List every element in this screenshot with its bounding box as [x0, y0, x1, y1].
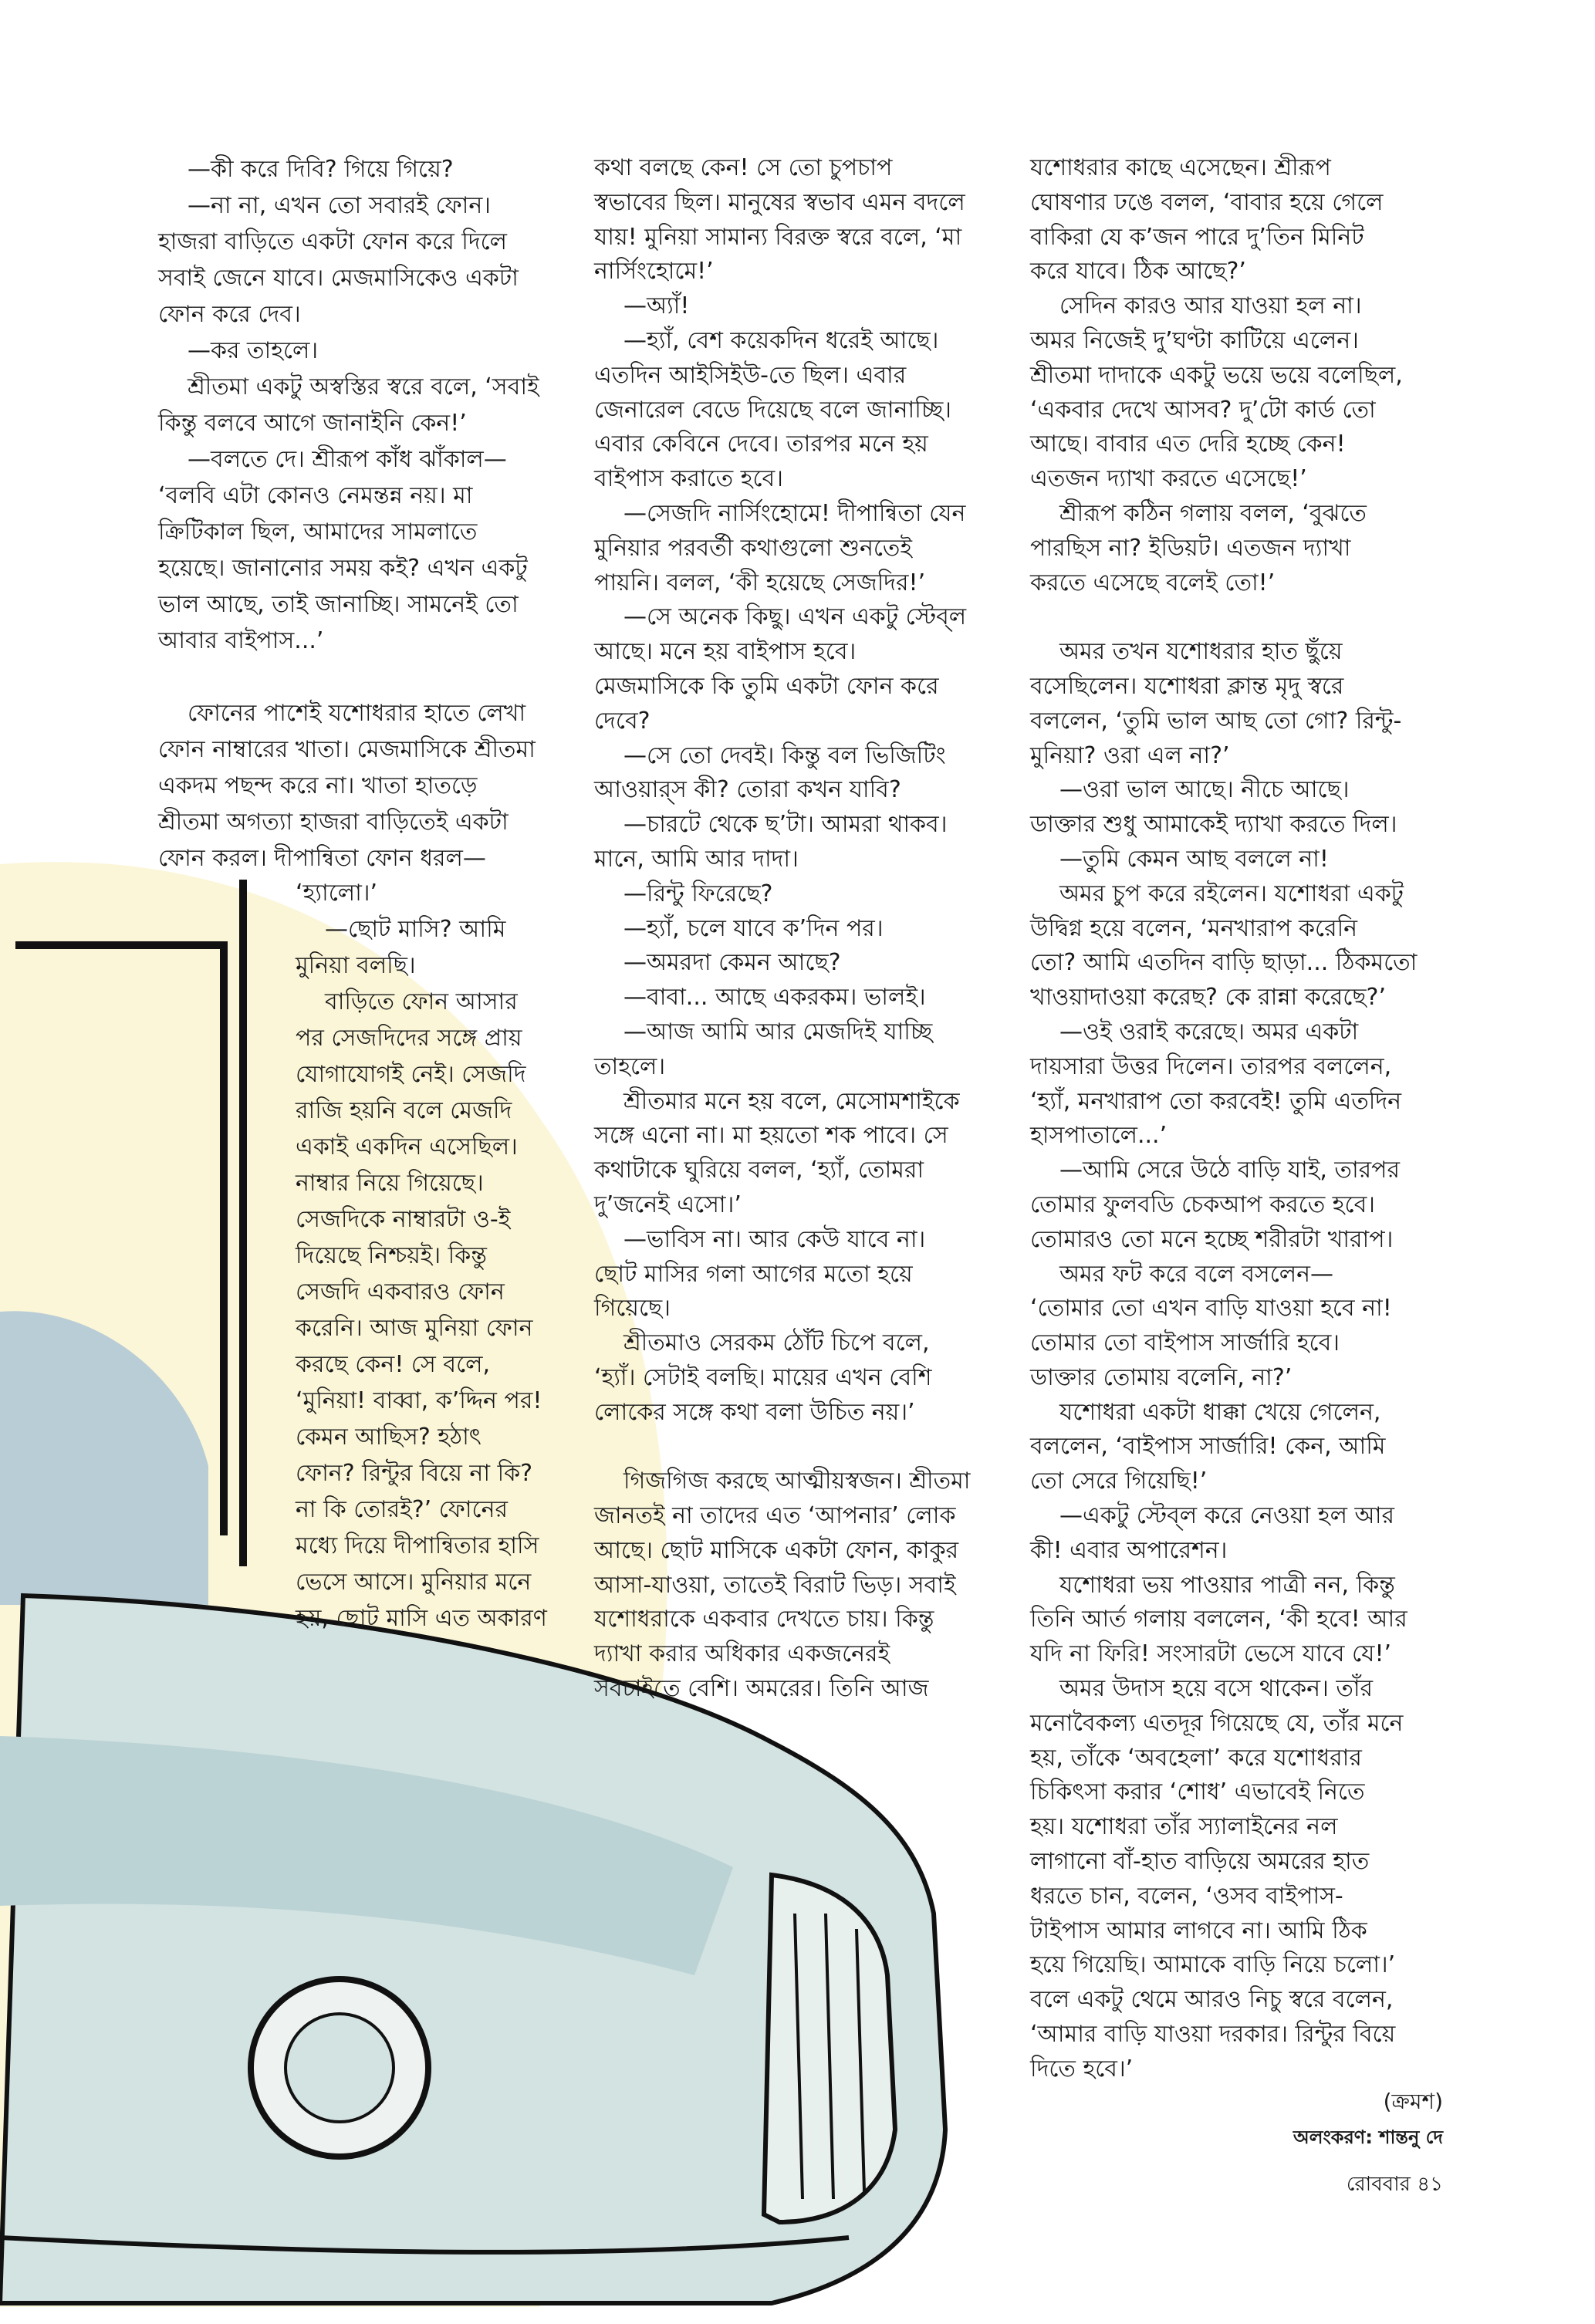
text-line: —অ্যাঁ!	[623, 292, 690, 320]
text-line: আছে। মনে হয় বাইপাস হবে।	[594, 638, 857, 666]
paragraph	[594, 497, 1003, 600]
text-line: ‘বলবি এটা কোনও নেমন্তন্ন নয়। মা	[158, 482, 473, 509]
text-line: —কর তাহলে।	[188, 337, 319, 364]
text-line: গিয়েছে।	[594, 1295, 671, 1322]
text-line: নার্সিংহোমে!’	[594, 258, 714, 285]
text-line: —রিন্টু ফিরেছে?	[623, 880, 773, 907]
text-line: ঘোষণার ঢঙে বলল, ‘বাবার হয়ে গেলে	[1030, 188, 1384, 216]
text-line: —সে তো দেবই। কিন্তু বল ভিজিটিং	[623, 741, 946, 769]
text-line: —তুমি কেমন আছ বললে না!	[1059, 845, 1329, 873]
text-line: বাকিরা যে ক’জন পারে দু’তিন মিনিট	[1030, 223, 1364, 251]
paragraph	[594, 1464, 1003, 1707]
text-line: জেনারেল বেডে দিয়েছে বলে জানাচ্ছি।	[594, 396, 951, 424]
text-line: তিনি আর্ত গলায় বললেন, ‘কী হবে! আর	[1030, 1606, 1407, 1633]
text-line: ফোন করে দেব।	[158, 301, 301, 328]
text-line: দু’জনেই এসো।’	[594, 1191, 742, 1218]
text-line: মধ্যে দিয়ে দীপান্বিতার হাসি	[296, 1532, 539, 1559]
text-line: আবার বাইপাস...’	[158, 627, 324, 654]
text-line: খাওয়াদাওয়া করেছ? কে রান্না করেছে?’	[1030, 984, 1386, 1012]
text-line: —ওই ওরাই করেছে। অমর একটা	[1059, 1018, 1359, 1045]
text-line: এতজন দ্যাখা করতে এসেছে!’	[1030, 465, 1307, 493]
paragraph	[158, 151, 567, 187]
text-line: স্বভাবের ছিল। মানুষের স্বভাব এমন বদলে	[594, 188, 965, 216]
text-line: ভেসে আসে। মুনিয়ার মনে	[296, 1569, 532, 1596]
text-line: অমর নিজেই দু’ঘণ্টা কাটিয়ে এলেন।	[1030, 326, 1359, 354]
text-line: বললেন, ‘বাইপাস সার্জারি! কেন, আমি	[1030, 1433, 1386, 1461]
text-line: শ্রীরূপ কঠিন গলায় বলল, ‘বুঝতে	[1059, 499, 1367, 527]
text-line: হাসপাতালে...’	[1030, 1122, 1168, 1150]
text-line: তো সেরে গিয়েছি!’	[1030, 1468, 1208, 1495]
paragraph	[1030, 289, 1443, 497]
paragraph	[594, 946, 1003, 981]
paragraph	[594, 1015, 1003, 1085]
text-line: —সে অনেক কিছু। এখন একটু স্টেব্‌ল	[623, 603, 967, 631]
text-line: সবচাইতে বেশি। অমরের। তিনি আজ	[594, 1675, 929, 1703]
text-line: —সেজদি নার্সিংহোমে! দীপান্বিতা যেন	[623, 499, 966, 527]
paragraph	[1030, 635, 1443, 773]
paragraph	[594, 289, 1003, 324]
paragraph	[158, 187, 567, 333]
text-line: ‘আমার বাড়ি যাওয়া দরকার। রিন্টুর বিয়ে	[1030, 2021, 1396, 2049]
text-line: মনোবৈকল্য এতদূর গিয়েছে যে, তাঁর মনে	[1030, 1709, 1404, 1737]
text-line: ডাক্তার শুধু আমাকেই দ্যাখা করতে দিল।	[1030, 811, 1397, 839]
text-line: নাম্বার নিয়ে গিয়েছে।	[296, 1170, 484, 1197]
text-line: ‘তোমার তো এখন বাড়ি যাওয়া হবে না!	[1030, 1295, 1392, 1322]
text-line: কথা বলছে কেন! সে তো চুপচাপ	[594, 154, 893, 181]
text-line: —ওরা ভাল আছে। নীচে আছে।	[1059, 776, 1350, 804]
text-line: পায়নি। বলল, ‘কী হয়েছে সেজদির!’	[594, 569, 926, 596]
column-3	[1030, 151, 1443, 2087]
paragraph	[594, 600, 1003, 738]
paragraph	[1030, 151, 1443, 289]
paragraph	[594, 981, 1003, 1015]
text-line: কী! এবার অপারেশন।	[1030, 1536, 1228, 1564]
text-line: ক্রিটিকাল ছিল, আমাদের সামলাতে	[158, 519, 478, 546]
section-break	[158, 659, 567, 695]
text-line: হয়, ছোট মাসি এত অকারণ	[296, 1605, 547, 1632]
text-line: জানতই না তাদের এত ‘আপনার’ লোক	[594, 1502, 956, 1530]
text-line: লাগানো বাঁ-হাত বাড়িয়ে অমরের হাত	[1030, 1848, 1370, 1876]
text-line: ‘একবার দেখে আসব? দু’টো কার্ড তো	[1030, 396, 1376, 424]
text-line: —ছোট মাসি? আমি	[325, 916, 506, 943]
paragraph	[594, 151, 1003, 289]
text-line: অমর চুপ করে রইলেন। যশোধরা একটু	[1059, 880, 1404, 907]
text-line: মুনিয়ার পরবর্তী কথাগুলো শুনতেই	[594, 534, 913, 562]
text-line: বললেন, ‘তুমি ভাল আছ তো গো? রিন্টু-	[1030, 707, 1402, 735]
text-line: কিন্তু বলবে আগে জানাইনি কেন!’	[158, 410, 467, 437]
text-line: —অমরদা কেমন আছে?	[623, 949, 841, 977]
paragraph	[1030, 877, 1443, 1015]
text-line: সেদিন কারও আর যাওয়া হল না।	[1059, 292, 1362, 320]
text-line: যায়! মুনিয়া সামান্য বিরক্ত স্বরে বলে, ‘মা	[594, 223, 962, 251]
text-line: সেজদিকে নাম্বারটা ও-ই	[296, 1206, 511, 1233]
text-line: সেজদি একবারও ফোন	[296, 1279, 505, 1306]
column-1-lower	[296, 875, 573, 1637]
text-line: ‘মুনিয়া! বাব্বা, ক’দ্দিন পর!	[296, 1387, 542, 1414]
paragraph	[158, 369, 567, 441]
text-line: মেজমাসিকে কি তুমি একটা ফোন করে	[594, 672, 939, 700]
section-break	[1030, 600, 1443, 635]
text-line: ফোন? রিন্টুর বিয়ে না কি?	[296, 1460, 533, 1487]
text-line: করেনি। আজ মুনিয়া ফোন	[296, 1315, 533, 1342]
text-line: আছে। ছোট মাসিকে একটা ফোন, কাকুর	[594, 1536, 959, 1564]
text-line: এতদিন আইসিইউ-তে ছিল। এবার	[594, 361, 907, 389]
paragraph	[594, 739, 1003, 809]
text-line: হয়, তাঁকে ‘অবহেলা’ করে যশোধরার	[1030, 1744, 1362, 1772]
paragraph	[1030, 1154, 1443, 1257]
text-line: ধরতে চান, বলেন, ‘ওসব বাইপাস-	[1030, 1882, 1343, 1910]
paragraph	[158, 695, 567, 877]
text-line: যদি না ফিরি! সংসারটা ভেসে যাবে যে!’	[1030, 1640, 1392, 1668]
text-line: শ্রীতমার মনে হয় বলে, মেসোমশাইকে	[623, 1087, 960, 1115]
text-line: যোগাযোগই নেই। সেজদি	[296, 1061, 526, 1088]
text-line: সবাই জেনে যাবে। মেজমাসিকেও একটা	[158, 265, 519, 292]
text-line: —একটু স্টেব্‌ল করে নেওয়া হল আর	[1059, 1502, 1394, 1530]
paragraph	[1030, 1672, 1443, 2087]
text-line: ‘হ্যালো।’	[296, 880, 378, 907]
text-line: অমর ফট করে বলে বসলেন—	[1059, 1260, 1334, 1288]
text-line: —আজ আমি আর মেজদিই যাচ্ছি	[623, 1018, 933, 1045]
text-line: লোকের সঙ্গে কথা বলা উচিত নয়।’	[594, 1398, 915, 1426]
paragraph	[594, 877, 1003, 912]
paragraph	[1030, 1499, 1443, 1569]
text-line: হয়ে গিয়েছি। আমাকে বাড়ি নিয়ে চলো।’	[1030, 1951, 1396, 1979]
paragraph	[594, 1223, 1003, 1326]
text-line: তোমার তো বাইপাস সার্জারি হবে।	[1030, 1329, 1340, 1357]
paragraph	[1030, 1258, 1443, 1396]
text-line: তোমারও তো মনে হচ্ছে শরীরটা খারাপ।	[1030, 1225, 1394, 1253]
text-line: ভাল আছে, তাই জানাচ্ছি। সামনেই তো	[158, 591, 519, 618]
text-line: ফোনের পাশেই যশোধরার হাতে লেখা	[188, 700, 526, 727]
text-line: তোমার ফুলবডি চেকআপ করতে হবে।	[1030, 1191, 1376, 1218]
text-line: করতে এসেছে বলেই তো!’	[1030, 569, 1276, 596]
text-line: হাজরা বাড়িতে একটা ফোন করে দিলে	[158, 228, 507, 255]
text-line: —ভাবিস না। আর কেউ যাবে না।	[623, 1225, 926, 1253]
paragraph	[594, 808, 1003, 877]
paragraph	[594, 324, 1003, 497]
text-line: কথাটাকে ঘুরিয়ে বলল, ‘হ্যাঁ, তোমরা	[594, 1157, 924, 1184]
text-line: ডাক্তার তোমায় বলেনি, না?’	[1030, 1363, 1293, 1391]
text-line: দিয়েছে নিশ্চয়ই। কিন্তু	[296, 1242, 487, 1269]
text-line: দেবে?	[594, 707, 651, 735]
text-line: একদম পছন্দ করে না। খাতা হাতড়ে	[158, 772, 478, 799]
text-line: শ্রীতমাও সেরকম ঠোঁট চিপে বলে,	[623, 1329, 930, 1357]
text-line: হয়। যশোধরা তাঁর স্যালাইনের নল	[1030, 1813, 1338, 1841]
text-line: করছে কেন! সে বলে,	[296, 1351, 491, 1378]
text-line: —বলতে দে। শ্রীরূপ কাঁধ ঝাঁকাল—	[188, 446, 507, 473]
text-line: উদ্বিগ্ন হয়ে বলেন, ‘মনখারাপ করেনি	[1030, 914, 1358, 942]
text-line: —হ্যাঁ, বেশ কয়েকদিন ধরেই আছে।	[623, 326, 939, 354]
text-line: বসেছিলেন। যশোধরা ক্লান্ত মৃদু স্বরে	[1030, 672, 1344, 700]
text-line: হয়েছে। জানানোর সময় কই? এখন একটু	[158, 555, 528, 582]
text-line: তাহলে।	[594, 1052, 666, 1080]
text-line: আসা-যাওয়া, তাতেই বিরাট ভিড়। সবাই	[594, 1571, 956, 1599]
text-line: মুনিয়া বলছি।	[296, 952, 416, 979]
text-line: দ্যাখা করার অধিকার একজনেরই	[594, 1640, 890, 1668]
text-line: বাড়িতে ফোন আসার	[325, 988, 518, 1015]
column-1-upper	[158, 151, 567, 877]
text-line: করে যাবে। ঠিক আছে?’	[1030, 258, 1246, 285]
text-line: —বাবা... আছে একরকম। ভালই।	[623, 984, 926, 1012]
text-line: তো? আমি এতদিন বাড়ি ছাড়া... ঠিকমতো	[1030, 949, 1418, 977]
text-line: —আমি সেরে উঠে বাড়ি যাই, তারপর	[1059, 1157, 1401, 1184]
to-be-continued: (ক্রমশ)	[1383, 2089, 1443, 2114]
text-line: টাইপাস আমার লাগবে না। আমি ঠিক	[1030, 1917, 1367, 1944]
paragraph	[296, 875, 573, 911]
paragraph	[1030, 1569, 1443, 1672]
paragraph	[296, 984, 573, 1637]
headlight-inner	[286, 2014, 394, 2122]
paragraph	[594, 912, 1003, 947]
text-line: গিজগিজ করছে আত্মীয়স্বজন। শ্রীতমা	[623, 1468, 971, 1495]
text-line: —না না, এখন তো সবারই ফোন।	[188, 192, 491, 219]
paragraph	[1030, 843, 1443, 877]
page-number: রোববার ৪১	[1346, 2173, 1443, 2196]
text-line: শ্রীতমা একটু অস্বস্তির স্বরে বলে, ‘সবাই	[188, 373, 539, 400]
text-line: ‘হ্যাঁ। সেটাই বলছি। মায়ের এখন বেশি	[594, 1363, 932, 1391]
text-line: ফোন নাম্বারের খাতা। মেজমাসিকে শ্রীতমা	[158, 736, 536, 763]
section-break	[594, 1430, 1003, 1464]
text-line: পর সেজদিদের সঙ্গে প্রায়	[296, 1025, 522, 1052]
paragraph	[1030, 1396, 1443, 1499]
text-line: মুনিয়া? ওরা এল না?’	[1030, 741, 1230, 769]
paragraph	[1030, 1015, 1443, 1154]
text-line: বাইপাস করাতে হবে।	[594, 465, 783, 493]
paragraph	[594, 1326, 1003, 1430]
text-line: —কী করে দিবি? গিয়ে গিয়ে?	[188, 156, 454, 183]
paragraph	[158, 333, 567, 369]
text-line: আওয়ার্‌স কী? তোরা কখন যাবি?	[594, 776, 901, 804]
text-line: যশোধরা একটা ধাক্কা খেয়ে গেলেন,	[1059, 1398, 1381, 1426]
text-line: পারছিস না? ইডিয়ট। এতজন দ্যাখা	[1030, 534, 1351, 562]
text-line: ‘হ্যাঁ, মনখারাপ তো করবেই! তুমি এতদিন	[1030, 1087, 1402, 1115]
text-line: দায়সারা উত্তর দিলেন। তারপর বললেন,	[1030, 1052, 1392, 1080]
text-line: মানে, আমি আর দাদা।	[594, 845, 799, 873]
text-line: শ্রীতমা অগত্যা হাজরা বাড়িতেই একটা	[158, 809, 509, 836]
text-line: রাজি হয়নি বলে মেজদি	[296, 1097, 512, 1124]
text-line: যশোধরা ভয় পাওয়ার পাত্রী নন, কিন্তু	[1059, 1571, 1395, 1599]
text-line: কেমন আছিস? হঠাৎ	[296, 1424, 482, 1451]
text-line: —চারটে থেকে ছ’টা। আমরা থাকব।	[623, 811, 948, 839]
text-line: —হ্যাঁ, চলে যাবে ক’দিন পর।	[623, 914, 884, 942]
text-line: অমর তখন যশোধরার হাত ছুঁয়ে	[1059, 638, 1343, 666]
text-line: এবার কেবিনে দেবে। তারপর মনে হয়	[594, 431, 928, 458]
text-line: না কি তোরই?’ ফোনের	[296, 1496, 508, 1523]
paragraph	[1030, 773, 1443, 843]
text-line: একাই একদিন এসেছিল।	[296, 1133, 518, 1160]
paragraph	[1030, 497, 1443, 600]
text-line: যশোধরাকে একবার দেখতে চায়। কিন্তু	[594, 1606, 934, 1633]
text-line: আছে। বাবার এত দেরি হচ্ছে কেন!	[1030, 431, 1346, 458]
column-2	[594, 151, 1003, 1707]
text-line: অমর উদাস হয়ে বসে থাকেন। তাঁর	[1059, 1675, 1374, 1703]
text-line: দিতে হবে।’	[1030, 2055, 1134, 2082]
text-line: চিকিৎসা করার ‘শোধ’ এভাবেই নিতে	[1030, 1778, 1365, 1806]
text-line: ছোট মাসির গলা আগের মতো হয়ে	[594, 1260, 913, 1288]
text-line: বলে একটু থেমে আরও নিচু স্বরে বলেন,	[1030, 1986, 1394, 2014]
text-line: শ্রীতমা দাদাকে একটু ভয়ে ভয়ে বলেছিল,	[1030, 361, 1403, 389]
text-line: যশোধরার কাছে এসেছেন। শ্রীরূপ	[1030, 154, 1331, 181]
text-line: ফোন করল। দীপান্বিতা ফোন ধরল—	[158, 845, 486, 872]
paragraph	[594, 1085, 1003, 1223]
illustration-credit: অলংকরণ: শান্তনু দে	[1293, 2126, 1443, 2148]
paragraph	[158, 441, 567, 659]
paragraph	[296, 911, 573, 984]
text-line: সঙ্গে এনো না। মা হয়তো শক পাবে। সে	[594, 1122, 948, 1150]
